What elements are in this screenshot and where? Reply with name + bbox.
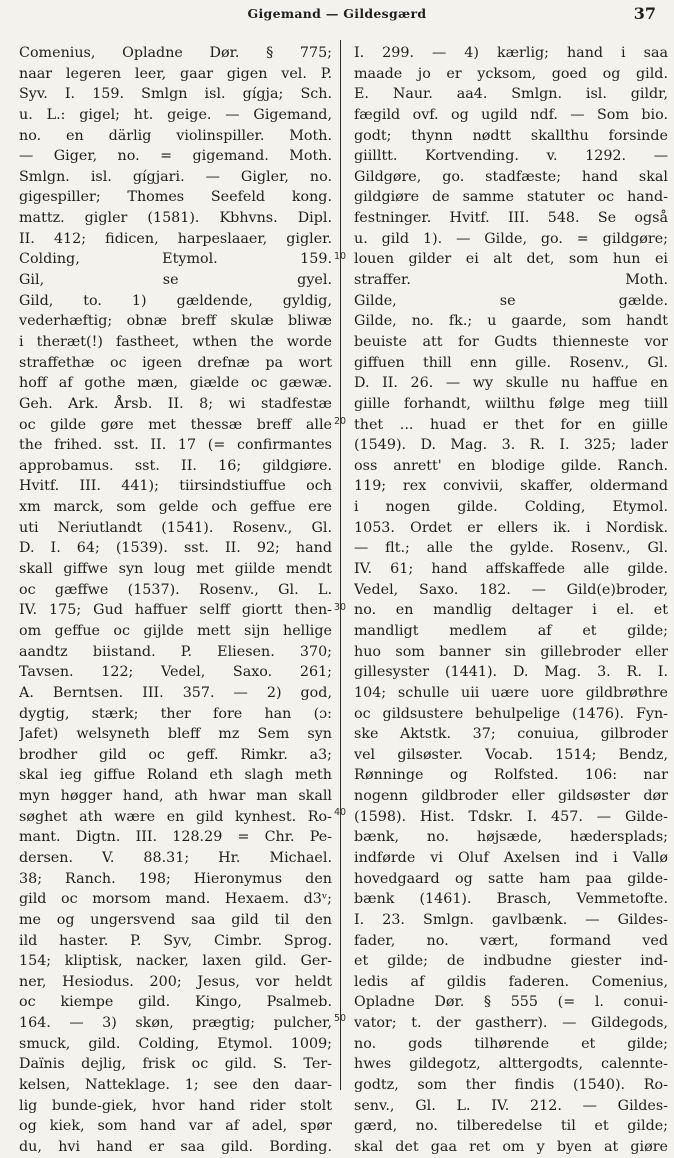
left-column [19, 43, 332, 1158]
text-line: bænk, no. højsæde, hædersplads; [354, 829, 668, 846]
column-divider [340, 40, 341, 1090]
text-line: gærd, no. tilberedelse til et gilde; [354, 1118, 668, 1135]
page-number: 37 [633, 4, 656, 23]
text-line: oss anrett' en blodige gilde. Ranch. [354, 457, 668, 474]
text-line: smuck, gild. Colding, Etymol. 1009; [19, 1035, 332, 1052]
text-line: — flt.; alle the gylde. Rosenv., Gl. [354, 540, 668, 557]
text-line: Gilde, se gælde. [354, 292, 668, 309]
text-line: louen gilder ei alt det, som hun ei [354, 251, 668, 268]
text-line: Daïnis dejlig, frisk oc gild. S. Ter- [19, 1056, 332, 1073]
text-line: no. gods tilhørende et gilde; [354, 1035, 668, 1052]
text-line: Opladne Dør. § 555 (= l. conui- [354, 994, 668, 1011]
text-line: 104; schulle uii uære uore gildbrøthre [354, 684, 668, 701]
running-header [0, 2, 674, 28]
text-line: vel gilsøster. Vocab. 1514; Bendz, [354, 746, 668, 763]
text-line: 154; kliptisk, nacker, laxen gild. Ger- [19, 953, 332, 970]
text-line: Gilde, no. fk.; u gaarde, som handt [354, 313, 668, 330]
text-line: nogenn gildbroder eller gildsøster dør [354, 788, 668, 805]
text-line: myn høgger hand, ath hwar man skall [19, 788, 332, 805]
text-line: oc gildsustere behulpelige (1476). Fyn- [354, 705, 668, 722]
text-line: gigespiller; Thomes Seefeld kong. [19, 189, 332, 206]
text-line: Colding, Etymol. 159. [19, 251, 332, 268]
text-line: the frihed. sst. II. 17 (= confirmantes [19, 437, 332, 454]
text-line: naar legeren leer, gaar gigen vel. P. [19, 65, 332, 82]
text-line: straffethæ oc igeen drefnæ pa wort [19, 354, 332, 371]
text-line: om geffue oc gijlde mett sijn hellige [19, 622, 332, 639]
text-line: — Giger, no. = gigemand. Moth. [19, 148, 332, 165]
text-line: giffuen thill enn gille. Rosenv., Gl. [354, 354, 668, 371]
text-line: aandtz biistand. P. Eliesen. 370; [19, 643, 332, 660]
text-line: søghet ath wære en gild kynhest. Ro- [19, 808, 332, 825]
text-line: lig bunde-giek, hvor hand rider stolt [19, 1097, 332, 1114]
text-line: I. 23. Smlgn. gavlbænk. — Gildes- [354, 911, 668, 928]
text-line: IV. 175; Gud haffuer selff giortt then- [19, 602, 332, 619]
text-line: approbamus. sst. II. 16; gildgiøre. [19, 457, 332, 474]
text-line: E. Naur. aa4. Smlgn. isl. gildr, [354, 86, 668, 103]
text-line: oc gæffwe (1537). Rosenv., Gl. L. [19, 581, 332, 598]
text-line: Gil, se gyel. [19, 272, 332, 289]
text-line: festninger. Hvitf. III. 548. Se også [354, 210, 668, 227]
text-line: (1549). D. Mag. 3. R. I. 325; lader [354, 437, 668, 454]
text-line: D. II. 26. — wy skulle nu haffue en [354, 375, 668, 392]
text-line: (1598). Hist. Tdskr. I. 457. — Gilde- [354, 808, 668, 825]
text-line: me og ungersvend saa gild til den [19, 911, 332, 928]
text-line: II. 412; fidicen, harpeslaaer, gigler. [19, 230, 332, 247]
text-line: Geh. Ark. Årsb. II. 8; wi stadfestæ [19, 395, 332, 412]
text-line: skall giffwe syn loug met giilde mendt [19, 561, 332, 578]
text-line: du, hvi hand er saa gild. Bording. [19, 1138, 332, 1155]
text-line: godtz, som ther findis (1540). Ro- [354, 1077, 668, 1094]
margin-line-number: 20 [334, 416, 347, 427]
text-line: no. en därlig violinspiller. Moth. [19, 127, 332, 144]
text-line: brodher gild oc geff. Rimkr. a3; [19, 746, 332, 763]
text-line: beuiste att for Gudts thienneste vor [354, 333, 668, 350]
text-line: xm marck, som gelde och geffue ere [19, 499, 332, 516]
text-line: og kiek, som hand var af adel, spør [19, 1118, 332, 1135]
text-line: Rønninge og Rolfsted. 106: nar [354, 767, 668, 784]
text-line: uti Neriutlandt (1541). Rosenv., Gl. [19, 519, 332, 536]
text-line: skal det gaa ret om y byen at giøre [354, 1138, 668, 1155]
text-line: gildgiøre de samme statuter oc hand- [354, 189, 668, 206]
text-line: Syv. I. 159. Smlgn isl. gígja; Sch. [19, 86, 332, 103]
text-line: fægild ovf. og ugild ndf. — Som bio. [354, 106, 668, 123]
margin-line-number: 40 [334, 807, 347, 818]
text-line: D. I. 64; (1539). sst. II. 92; hand [19, 540, 332, 557]
text-line: IV. 61; hand affskaffede alle gilde. [354, 561, 668, 578]
text-line: hwes gildegotz, alttergodts, calennte- [354, 1056, 668, 1073]
text-line: skal ieg giffue Roland eth slagh meth [19, 767, 332, 784]
text-line: 1053. Ordet er ellers ik. i Nordisk. [354, 519, 668, 536]
text-line: A. Berntsen. III. 357. — 2) god, [19, 684, 332, 701]
right-column [354, 43, 668, 1158]
text-line: vederhæftig; obnæ breff skulæ bliwæ [19, 313, 332, 330]
margin-line-number: 10 [334, 251, 347, 262]
text-line: fader, no. vært, formand ved [354, 932, 668, 949]
margin-line-number: 30 [334, 602, 347, 613]
text-line: giille forhandt, wiilthu følge meg tiill [354, 395, 668, 412]
text-line: indførde vi Oluf Axelsen ind i Vallø [354, 849, 668, 866]
text-line: maade jo er ycksom, goed og gild. [354, 65, 668, 82]
text-line: dygtig, stærk; ther fore han (ɔ: [19, 705, 332, 722]
text-line: 164. — 3) skøn, prægtig; pulcher, [19, 1015, 332, 1032]
text-line: senv., Gl. L. IV. 212. — Gildes- [354, 1097, 668, 1114]
text-line: Gildgøre, go. stadfæste; hand skal [354, 168, 668, 185]
text-line: vator; t. der gastherr). — Gildegods, [354, 1015, 668, 1032]
text-line: kelsen, Natteklage. 1; see den daar- [19, 1077, 332, 1094]
text-line: ild haster. P. Syv, Cimbr. Sprog. [19, 932, 332, 949]
text-line: u. gild 1). — Gilde, go. = gildgøre; [354, 230, 668, 247]
text-line: bænk (1461). Brasch, Vemmetofte. [354, 891, 668, 908]
text-line: 119; rex convivii, skaffer, oldermand [354, 478, 668, 495]
text-line: mattz. gigler (1581). Kbhvns. Dipl. [19, 210, 332, 227]
running-title: Gigemand — Gildesgærd [247, 6, 427, 21]
text-line: hovedgaard og satte ham paa gilde- [354, 870, 668, 887]
text-line: ske Aktstk. 37; conuiua, gilbroder [354, 726, 668, 743]
text-line: straffer. Moth. [354, 272, 668, 289]
text-line: gillesyster (1441). D. Mag. 3. R. I. [354, 664, 668, 681]
text-line: godt; thynn nødtt skallthu forsinde [354, 127, 668, 144]
text-line: dersen. V. 88.31; Hr. Michael. [19, 849, 332, 866]
text-line: ner, Hesiodus. 200; Jesus, vor heldt [19, 973, 332, 990]
text-line: mant. Digtn. III. 128.29 = Chr. Pe- [19, 829, 332, 846]
text-line: oc gilde gøre met thessæ breff alle [19, 416, 332, 433]
text-line: 38; Ranch. 198; Hieronymus den [19, 870, 332, 887]
text-line: no. en mandlig deltager i el. et [354, 602, 668, 619]
text-line: Vedel, Saxo. 182. — Gild(e)broder, [354, 581, 668, 598]
text-line: Comenius, Opladne Dør. § 775; [19, 45, 332, 61]
text-line: oc kiempe gild. Kingo, Psalmeb. [19, 994, 332, 1011]
text-line: giilltt. Kortvending. v. 1292. — [354, 148, 668, 165]
text-line: et gilde; de indbudne giester ind- [354, 953, 668, 970]
text-line: i nogen gilde. Colding, Etymol. [354, 499, 668, 516]
text-line: i theræt(!) fastheet, wthen the worde [19, 333, 332, 350]
text-line: gild oc morsom mand. Hexaem. d3ᵛ; [19, 891, 332, 908]
margin-line-number: 50 [334, 1013, 347, 1024]
text-line: Gild, to. 1) gældende, gyldig, [19, 292, 332, 309]
text-line: ledis af gildis faderen. Comenius, [354, 973, 668, 990]
text-line: I. 299. — 4) kærlig; hand i saa [354, 45, 668, 61]
text-line: Smlgn. isl. gígjari. — Gigler, no. [19, 168, 332, 185]
text-line: mandligt medlem af et gilde; [354, 622, 668, 639]
text-line: hoff af gothe mæn, giælde oc gæwæ. [19, 375, 332, 392]
text-line: huo som banner sin gillebroder eller [354, 643, 668, 660]
text-line: Hvitf. III. 441); tiirsindstiuffue och [19, 478, 332, 495]
text-line: thet ... huad er thet for en giille [354, 416, 668, 433]
text-line: Jafet) welsyneth bleff mz Sem syn [19, 726, 332, 743]
text-line: Tavsen. 122; Vedel, Saxo. 261; [19, 664, 332, 681]
text-line: u. L.: gigel; ht. geige. — Gigemand, [19, 106, 332, 123]
